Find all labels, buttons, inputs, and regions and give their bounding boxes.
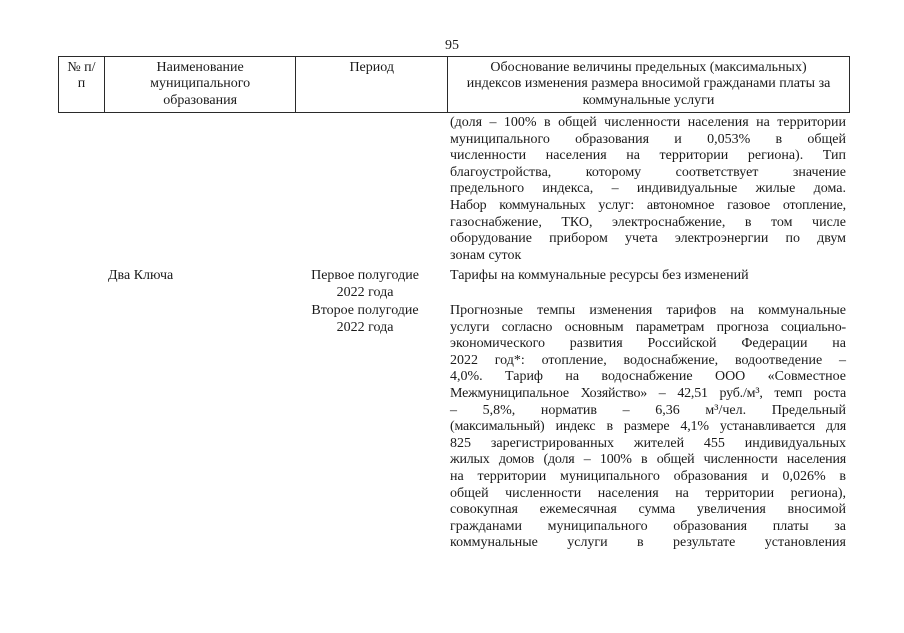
text-line xyxy=(450,215,846,232)
text-line-content: газоснабжение, ТКО, электроснабжение, в том числе xyxy=(450,214,846,230)
text-line xyxy=(450,231,846,248)
text-line-content: 825 зарегистрированных жителей 455 индивидуальных xyxy=(450,435,846,451)
text-line-content: Набор коммунальных услуг: автономное газовое отопление, xyxy=(450,197,846,213)
period-second-half xyxy=(300,303,430,336)
text-line-content: численности населения на территории региона). Тип xyxy=(450,148,846,164)
period-first-half xyxy=(300,268,430,301)
period-second-line1: Второе полугодие xyxy=(311,303,419,318)
text-line-content: Межмуниципальное Хозяйство» – 42,51 руб./м³, темп роста xyxy=(450,385,846,401)
text-line xyxy=(450,386,846,403)
text-line-content: услуги согласно основным параметрам прогноза социально- xyxy=(450,319,846,335)
header-col-number xyxy=(59,57,105,112)
text-line xyxy=(450,486,846,503)
text-line xyxy=(450,115,846,132)
text-line xyxy=(450,436,846,453)
text-line xyxy=(450,403,846,420)
text-line xyxy=(450,469,846,486)
header-col-period xyxy=(296,57,448,112)
period-first-line2: 2022 года xyxy=(336,284,394,300)
text-line-content: предельного индекса, – индивидуальные жилые дома. xyxy=(450,181,846,197)
text-line-content: оборудование прибором учета электроэнергии по двум xyxy=(450,231,846,247)
continuation-paragraph xyxy=(450,115,846,264)
text-line-content: (доля – 100% в общей численности населения на территории xyxy=(450,115,846,130)
text-line-content: экономического развития Российской Федерации на xyxy=(450,336,846,352)
text-line xyxy=(450,303,846,320)
text-line xyxy=(450,369,846,386)
text-line-content: (максимальный) индекс в размере 4,1% устанавливается для xyxy=(450,419,846,435)
page-number: 95 xyxy=(445,38,459,53)
header-col-reason-text: Обоснование величины предельных (максимальных) индексов изменения размера вносимой гражданами платы за коммунальные услуги xyxy=(466,60,831,108)
municipality-name: Два Ключа xyxy=(108,268,174,283)
text-line-content: 2022 год*: отопление, водоснабжение, водоотведение – xyxy=(450,352,846,368)
text-line xyxy=(450,148,846,165)
text-line-content: жилых домов (доля – 100% в общей численности населения xyxy=(450,452,846,468)
text-line-content: коммунальные услуги в результате установления xyxy=(450,535,846,551)
text-line xyxy=(450,419,846,436)
table-header xyxy=(58,56,850,113)
text-line xyxy=(450,181,846,198)
text-line xyxy=(450,502,846,519)
header-col-reason xyxy=(448,57,849,112)
text-line-content: общей численности населения на территории региона), xyxy=(450,485,846,501)
text-line-content: – 5,8%, норматив – 6,36 м³/чел. Предельный xyxy=(450,402,846,418)
text-line-content: на территории муниципального образования и 0,026% в xyxy=(450,468,846,484)
text-line-content: Прогнозные темпы изменения тарифов на коммунальные xyxy=(450,303,846,318)
text-line xyxy=(450,336,846,353)
header-col-period-text: Период xyxy=(349,60,394,75)
text-line xyxy=(450,353,846,370)
header-col-number-text: № п/п xyxy=(67,60,96,92)
text-line xyxy=(450,198,846,215)
text-line xyxy=(450,165,846,182)
header-col-name xyxy=(105,57,297,112)
text-line xyxy=(450,320,846,337)
text-line-content: совокупная ежемесячная сумма увеличения вносимой xyxy=(450,502,846,518)
period-second-line2: 2022 года xyxy=(336,319,394,335)
text-line xyxy=(450,132,846,149)
text-line xyxy=(450,519,846,536)
forecast-paragraph xyxy=(450,303,846,552)
text-line-content: благоустройства, которому соответствует значение xyxy=(450,164,846,180)
period-first-line1: Первое полугодие xyxy=(311,268,419,283)
text-line-content: 4,0%. Тариф на водоснабжение ООО «Совместное xyxy=(450,369,846,385)
text-line xyxy=(450,452,846,469)
text-line-content: гражданами муниципального образования платы за xyxy=(450,518,846,534)
tariff-unchanged-text: Тарифы на коммунальные ресурсы без изменений xyxy=(450,268,749,283)
text-line-content: зонам суток xyxy=(450,247,522,263)
header-col-name-text: Наименование муниципального образования xyxy=(150,60,251,108)
text-line xyxy=(450,248,846,265)
text-line xyxy=(450,535,846,552)
text-line-content: муниципального образования и 0,053% в общей xyxy=(450,131,846,147)
